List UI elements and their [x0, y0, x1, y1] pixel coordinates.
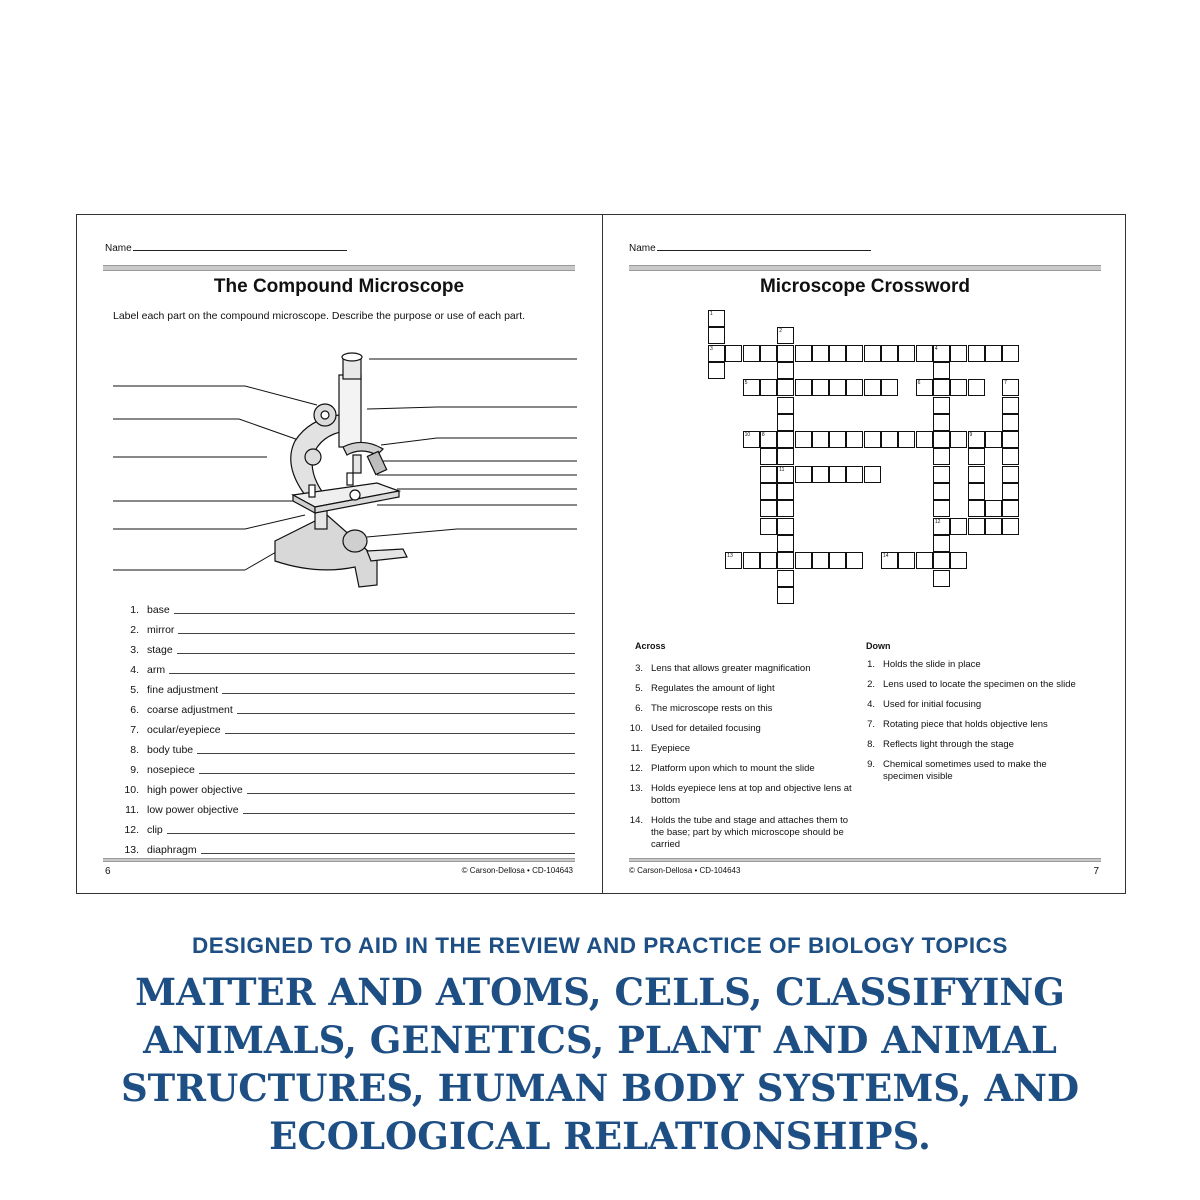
clue-number: 4	[934, 345, 938, 352]
crossword-cell[interactable]	[933, 448, 950, 465]
list-item: 8. body tube	[115, 736, 575, 756]
crossword-cell[interactable]	[708, 345, 725, 362]
crossword-cell[interactable]	[881, 345, 898, 362]
crossword-cell[interactable]	[777, 431, 794, 448]
right-page	[603, 215, 1127, 893]
mirror-shape	[343, 530, 367, 552]
crossword-cell[interactable]	[968, 518, 985, 535]
list-item: 7. Rotating piece that holds objective lens	[867, 719, 1048, 730]
crossword-cell[interactable]	[933, 552, 950, 569]
crossword-cell[interactable]	[812, 466, 829, 483]
answer-line[interactable]	[222, 692, 575, 694]
list-item: 4. arm	[115, 656, 575, 676]
crossword-cell[interactable]	[1002, 397, 1019, 414]
crossword-cell[interactable]	[708, 310, 725, 327]
crossword-cell[interactable]	[795, 345, 812, 362]
crossword-cell[interactable]	[933, 483, 950, 500]
list-item: 14. Holds the tube and stage and attaches them to the base; part by which microscope should be carried	[629, 815, 848, 850]
list-item: 13. Holds eyepiece lens at top and objective lens at bottom	[629, 783, 852, 806]
crossword-cell[interactable]	[760, 466, 777, 483]
clue-number: 14	[883, 553, 889, 560]
list-item: 1. Holds the slide in place	[867, 659, 981, 670]
name-blank	[133, 241, 347, 251]
list-item: 2. Lens used to locate the specimen on the slide	[867, 679, 1076, 690]
crossword-cell[interactable]	[864, 345, 881, 362]
page-title: Microscope Crossword	[759, 276, 971, 297]
crossword-cell[interactable]	[864, 466, 881, 483]
crossword-cell[interactable]	[829, 431, 846, 448]
crossword-cell[interactable]	[968, 500, 985, 517]
crossword-cell[interactable]	[864, 431, 881, 448]
clue-number: 10	[744, 432, 751, 439]
crossword-cell[interactable]	[881, 379, 898, 396]
crossword-cell[interactable]	[760, 379, 777, 396]
crossword-cell[interactable]	[898, 431, 915, 448]
answer-line[interactable]	[247, 792, 575, 794]
list-item: 6. coarse adjustment	[115, 696, 575, 716]
crossword-cell[interactable]	[968, 345, 985, 362]
crossword-cell[interactable]	[864, 379, 881, 396]
clue-number: 9	[969, 432, 973, 439]
down-clues	[845, 659, 1085, 791]
answer-line[interactable]	[201, 852, 575, 854]
footer-credit: © Carson-Dellosa • CD-104643	[629, 866, 741, 875]
crossword-cell[interactable]	[812, 345, 829, 362]
crossword-cell[interactable]	[777, 518, 794, 535]
crossword-cell[interactable]	[898, 552, 915, 569]
crossword-cell[interactable]	[777, 448, 794, 465]
crossword-cell[interactable]	[760, 483, 777, 500]
footer-credit: © Carson-Dellosa • CD-104643	[461, 866, 573, 875]
title-band	[103, 265, 575, 271]
crossword-cell[interactable]	[933, 570, 950, 587]
name-field	[629, 241, 871, 254]
crossword-cell[interactable]	[777, 414, 794, 431]
crossword-cell[interactable]	[777, 552, 794, 569]
crossword-cell[interactable]	[846, 431, 863, 448]
page-number: 7	[1093, 866, 1099, 877]
banner-topics: MATTER AND ATOMS, CELLS, CLASSIFYING ANIMALS, GENETICS, PLANT AND ANIMAL STRUCTURES, HUMAN BODY SYSTEMS, AND ECOLOGICAL RELATIONSHIPS.	[120, 970, 1080, 1158]
crossword-cell[interactable]	[812, 431, 829, 448]
answer-line[interactable]	[167, 832, 575, 834]
crossword-cell[interactable]	[916, 379, 933, 396]
crossword-cell[interactable]	[933, 431, 950, 448]
crossword-cell[interactable]	[1002, 379, 1019, 396]
clue-number: 12	[934, 518, 941, 525]
list-item: 13. diaphragm	[115, 836, 575, 856]
crossword-cell[interactable]	[933, 397, 950, 414]
crossword-cell[interactable]	[1002, 500, 1019, 517]
banner-subtitle: DESIGNED TO AID IN THE REVIEW AND PRACTICE OF BIOLOGY TOPICS	[192, 933, 1008, 958]
answer-line[interactable]	[178, 632, 575, 634]
crossword-cell[interactable]	[1002, 431, 1019, 448]
crossword-cell[interactable]	[777, 466, 794, 483]
crossword-cell[interactable]	[829, 552, 846, 569]
crossword-cell[interactable]	[743, 379, 760, 396]
across-clues	[613, 663, 863, 859]
crossword-cell[interactable]	[846, 345, 863, 362]
clue-number: 7	[1004, 380, 1007, 387]
answer-line[interactable]	[199, 772, 575, 774]
parts-list	[115, 596, 575, 856]
answer-line[interactable]	[243, 812, 575, 814]
clue-number: 13	[727, 553, 733, 560]
clue-number: 6	[917, 380, 921, 387]
crossword-cell[interactable]	[725, 345, 742, 362]
footer-band	[103, 858, 575, 862]
fine-knob-shape	[305, 449, 321, 465]
list-item: 12. clip	[115, 816, 575, 836]
crossword-cell[interactable]	[777, 483, 794, 500]
crossword-cell[interactable]	[795, 379, 812, 396]
microscope-diagram	[77, 345, 601, 595]
answer-line[interactable]	[197, 752, 575, 754]
crossword-cell[interactable]	[1002, 345, 1019, 362]
list-item: 9. Chemical sometimes used to make the specimen visible	[867, 759, 1047, 782]
crossword-cell[interactable]	[795, 552, 812, 569]
answer-line[interactable]	[174, 612, 575, 614]
crossword-cell[interactable]	[760, 518, 777, 535]
crossword-cell[interactable]	[1002, 518, 1019, 535]
answer-line[interactable]	[237, 712, 575, 714]
page-title: The Compound Microscope	[213, 276, 465, 297]
body-tube-shape	[339, 375, 361, 447]
crossword-cell[interactable]	[846, 552, 863, 569]
crossword-cell[interactable]	[933, 414, 950, 431]
list-item: 10. Used for detailed focusing	[629, 723, 761, 734]
answer-line[interactable]	[169, 672, 575, 674]
list-item: 3. Lens that allows greater magnification	[635, 663, 811, 674]
across-heading: Across	[635, 641, 666, 651]
crossword-cell[interactable]	[777, 397, 794, 414]
name-label: Name	[105, 243, 132, 254]
instructions: Label each part on the compound microscope. Describe the purpose or use of each part.	[113, 310, 526, 322]
crossword-cell[interactable]	[985, 500, 1002, 517]
clue-number: 3	[710, 345, 713, 352]
crossword-cell[interactable]	[968, 431, 985, 448]
crossword-cell[interactable]	[812, 552, 829, 569]
crossword-cell[interactable]	[829, 345, 846, 362]
list-item: 5. fine adjustment	[115, 676, 575, 696]
list-item: 3. stage	[115, 636, 575, 656]
list-item: 11. Eyepiece	[630, 743, 691, 754]
crossword-cell[interactable]	[777, 345, 794, 362]
crossword-cell[interactable]	[916, 431, 933, 448]
crossword-cell[interactable]	[777, 570, 794, 587]
crossword-cell[interactable]	[950, 518, 967, 535]
crossword-cell[interactable]	[725, 552, 742, 569]
crossword-cell[interactable]	[812, 379, 829, 396]
crossword-cell[interactable]	[950, 345, 967, 362]
crossword-cell[interactable]	[760, 552, 777, 569]
crossword-cell[interactable]	[743, 345, 760, 362]
crossword-cell[interactable]	[985, 518, 1002, 535]
crossword-cell[interactable]	[950, 431, 967, 448]
clue-number: 8	[761, 432, 765, 439]
crossword-cell[interactable]	[777, 379, 794, 396]
crossword-cell[interactable]	[795, 431, 812, 448]
crossword-cell[interactable]	[968, 483, 985, 500]
list-item: 7. ocular/eyepiece	[115, 716, 575, 736]
crossword-cell[interactable]	[933, 535, 950, 552]
crossword-cell[interactable]	[950, 379, 967, 396]
crossword-cell[interactable]	[985, 431, 1002, 448]
crossword-cell[interactable]	[743, 552, 760, 569]
crossword-cell[interactable]	[933, 345, 950, 362]
crossword-cell[interactable]	[1002, 414, 1019, 431]
crossword-cell[interactable]	[968, 448, 985, 465]
down-heading: Down	[866, 641, 891, 651]
crossword-cell[interactable]	[933, 362, 950, 379]
crossword-cell[interactable]	[916, 552, 933, 569]
crossword-cell[interactable]	[881, 431, 898, 448]
crossword-cell[interactable]	[933, 500, 950, 517]
crossword-cell[interactable]	[829, 379, 846, 396]
crossword-cell[interactable]	[760, 345, 777, 362]
crossword-cell[interactable]	[760, 500, 777, 517]
clue-number: 1	[710, 311, 713, 317]
crossword-cell[interactable]	[898, 345, 915, 362]
crossword-cell[interactable]	[985, 345, 1002, 362]
answer-line[interactable]	[177, 652, 575, 654]
list-item: 8. Reflects light through the stage	[867, 739, 1014, 750]
crossword-cell[interactable]	[777, 535, 794, 552]
crossword-cell[interactable]	[846, 466, 863, 483]
crossword-cell[interactable]	[933, 518, 950, 535]
crossword-cell[interactable]	[916, 345, 933, 362]
list-item: 11. low power objective	[115, 796, 575, 816]
crossword-cell[interactable]	[933, 379, 950, 396]
crossword-cell[interactable]	[777, 500, 794, 517]
list-item: 9. nosepiece	[115, 756, 575, 776]
clue-number: 5	[744, 380, 748, 387]
crossword-cell[interactable]	[968, 466, 985, 483]
list-item: 6. The microscope rests on this	[635, 703, 773, 714]
crossword-cell[interactable]	[1002, 448, 1019, 465]
clue-number: 2	[779, 328, 782, 335]
crossword-cell[interactable]	[1002, 466, 1019, 483]
crossword-cell[interactable]	[760, 448, 777, 465]
title-band	[629, 265, 1101, 271]
list-item: 10. high power objective	[115, 776, 575, 796]
name-blank	[657, 241, 871, 251]
list-item: 2. mirror	[115, 616, 575, 636]
list-item: 4. Used for initial focusing	[867, 699, 982, 710]
list-item: 5. Regulates the amount of light	[635, 683, 775, 694]
crossword-cell[interactable]	[708, 362, 725, 379]
crossword-cell[interactable]	[881, 552, 898, 569]
crossword-cell[interactable]	[777, 327, 794, 344]
name-label: Name	[629, 243, 656, 254]
list-item: 1. base	[115, 596, 575, 616]
crossword-cell[interactable]	[795, 466, 812, 483]
left-page	[77, 215, 601, 893]
answer-line[interactable]	[225, 732, 575, 734]
crossword-cell[interactable]	[1002, 483, 1019, 500]
crossword-cell[interactable]	[933, 466, 950, 483]
crossword-cell[interactable]	[968, 379, 985, 396]
page-number: 6	[105, 866, 111, 877]
name-field	[105, 241, 347, 254]
list-item: 12. Platform upon which to mount the slide	[629, 763, 815, 774]
crossword-cell[interactable]	[708, 327, 725, 344]
clue-number: 11	[779, 466, 785, 473]
footer-band	[629, 858, 1101, 862]
crossword-cell[interactable]	[760, 431, 777, 448]
workbook-spread	[76, 214, 1126, 894]
crossword-cell[interactable]	[846, 379, 863, 396]
crossword-cell[interactable]	[829, 466, 846, 483]
crossword-cell[interactable]	[777, 587, 794, 604]
crossword-cell[interactable]	[950, 552, 967, 569]
crossword-cell[interactable]	[777, 362, 794, 379]
crossword-cell[interactable]	[743, 431, 760, 448]
